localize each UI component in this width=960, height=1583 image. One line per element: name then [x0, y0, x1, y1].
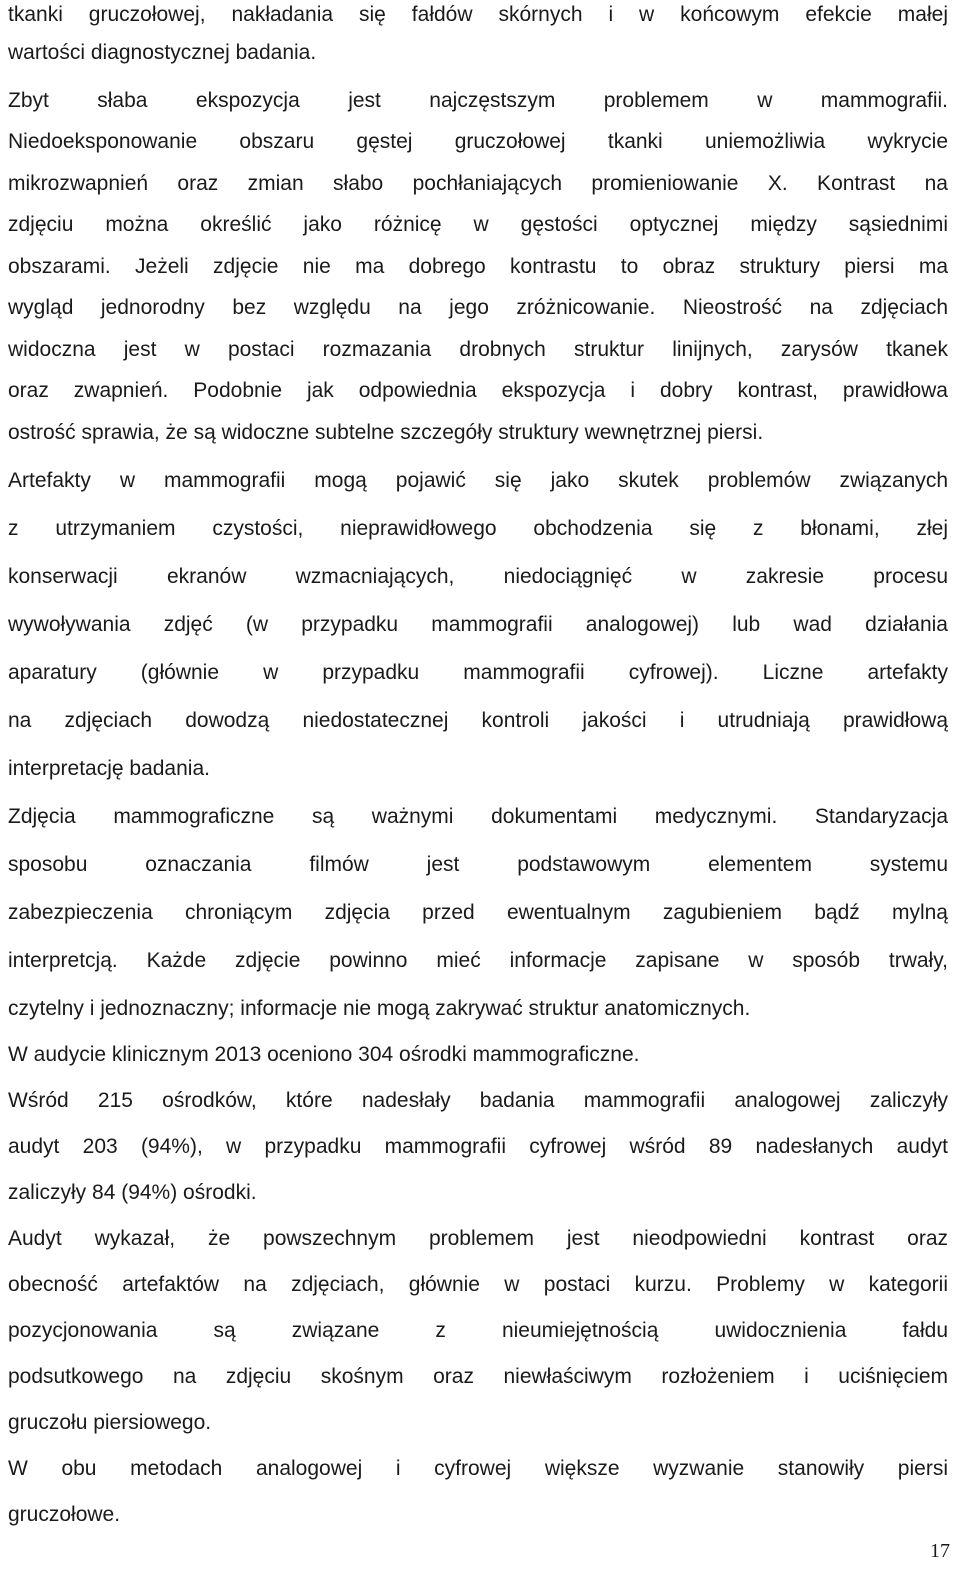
text-line: z utrzymaniem czystości, nieprawidłowego obchodzenia się z błonami, złej: [8, 517, 948, 540]
text-line: konserwacji ekranów wzmacniających, niedociągnięć w zakresie procesu: [8, 565, 948, 588]
text-line: Niedoeksponowanie obszaru gęstej gruczołowej tkanki uniemożliwia wykrycie: [8, 130, 948, 153]
text-line: W audycie klinicznym 2013 oceniono 304 ośrodki mammograficzne.: [8, 1043, 640, 1066]
text-line: obszarami. Jeżeli zdjęcie nie ma dobrego kontrastu to obraz struktury piersi ma: [8, 255, 948, 278]
text-line: zdjęciu można określić jako różnicę w gęstości optycznej między sąsiednimi: [8, 213, 948, 236]
text-line: podsutkowego na zdjęciu skośnym oraz niewłaściwym rozłożeniem i uciśnięciem: [8, 1365, 948, 1388]
text-line: ostrość sprawia, że są widoczne subtelne szczegóły struktury wewnętrznej piersi.: [8, 421, 764, 444]
text-line: Zbyt słaba ekspozycja jest najczęstszym problemem w mammografii.: [8, 89, 948, 112]
text-line: interpretcją. Każde zdjęcie powinno mieć informacje zapisane w sposób trwały,: [8, 949, 948, 972]
text-line: gruczołu piersiowego.: [8, 1411, 212, 1434]
text-line: widoczna jest w postaci rozmazania drobnych struktur linijnych, zarysów tkanek: [8, 338, 948, 361]
text-line: gruczołowe.: [8, 1503, 121, 1526]
text-line: mikrozwapnień oraz zmian słabo pochłaniających promieniowanie X. Kontrast na: [8, 172, 948, 195]
text-line: interpretację badania.: [8, 757, 210, 780]
text-line: oraz zwapnień. Podobnie jak odpowiednia ekspozycja i dobry kontrast, prawidłowa: [8, 379, 948, 402]
text-line: wygląd jednorodny bez względu na jego zróżnicowanie. Nieostrość na zdjęciach: [8, 296, 948, 319]
text-line: W obu metodach analogowej i cyfrowej większe wyzwanie stanowiły piersi: [8, 1457, 948, 1480]
text-line: Audyt wykazał, że powszechnym problemem jest nieodpowiedni kontrast oraz: [8, 1227, 948, 1250]
text-line: Wśród 215 ośrodków, które nadesłały badania mammografii analogowej zaliczyły: [8, 1089, 948, 1112]
text-line: zaliczyły 84 (94%) ośrodki.: [8, 1181, 257, 1204]
text-line: audyt 203 (94%), w przypadku mammografii cyfrowej wśród 89 nadesłanych audyt: [8, 1135, 948, 1158]
text-line: Zdjęcia mammograficzne są ważnymi dokumentami medycznymi. Standaryzacja: [8, 805, 948, 828]
text-line: zabezpieczenia chroniącym zdjęcia przed ewentualnym zagubieniem bądź mylną: [8, 901, 948, 924]
text-line: tkanki gruczołowej, nakładania się fałdów skórnych i w końcowym efekcie małej: [8, 3, 948, 26]
text-line: sposobu oznaczania filmów jest podstawowym elementem systemu: [8, 853, 948, 876]
page-number: 17: [930, 1540, 950, 1562]
text-line: Artefakty w mammografii mogą pojawić się jako skutek problemów związanych: [8, 469, 948, 492]
text-line: pozycjonowania są związane z nieumiejętnością uwidocznienia fałdu: [8, 1319, 948, 1342]
text-line: wartości diagnostycznej badania.: [8, 41, 317, 64]
text-line: czytelny i jednoznaczny; informacje nie mogą zakrywać struktur anatomicznych.: [8, 997, 751, 1020]
text-line: aparatury (głównie w przypadku mammografii cyfrowej). Liczne artefakty: [8, 661, 948, 684]
text-line: na zdjęciach dowodzą niedostatecznej kontroli jakości i utrudniają prawidłową: [8, 709, 948, 732]
text-line: obecność artefaktów na zdjęciach, głównie w postaci kurzu. Problemy w kategorii: [8, 1273, 948, 1296]
text-line: wywoływania zdjęć (w przypadku mammografii analogowej) lub wad działania: [8, 613, 948, 636]
